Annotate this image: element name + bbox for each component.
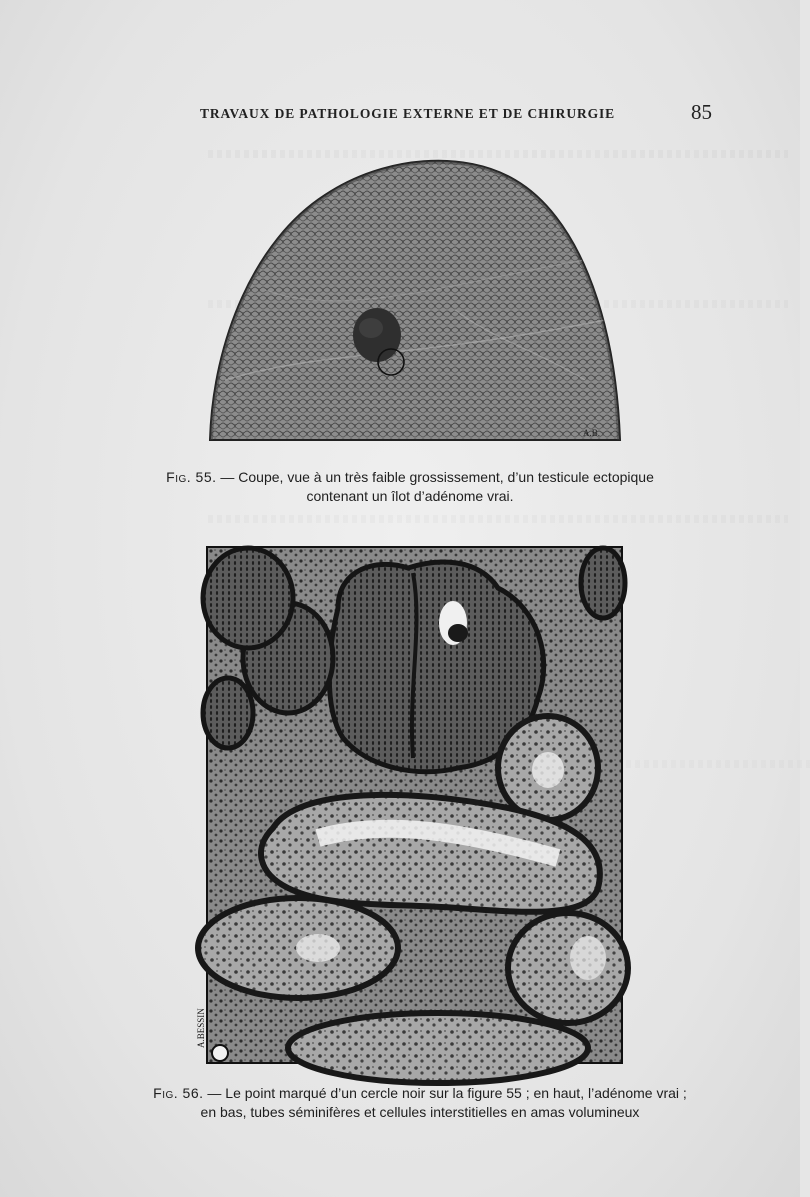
figure-55-caption-line1: — Coupe, vue à un très faible grossissement, d’un testicule ectopique [220, 469, 654, 485]
figure-56-drawing [196, 548, 621, 1062]
figure-56-signature: A.BESSIN [196, 1008, 206, 1048]
figure-55-signature: A.B. [583, 428, 601, 438]
bleed-through-line [208, 515, 788, 523]
figure-55-caption [150, 468, 670, 506]
page-header [200, 100, 720, 130]
figure-56-label: Fig. 56. [153, 1085, 204, 1101]
figure-56-caption-line1: — Le point marqué d’un cercle noir sur la figure 55 ; en haut, l’adénome vrai ; [207, 1085, 687, 1101]
figure-56-illustration [196, 546, 623, 1064]
figure-55-label: Fig. 55. [166, 469, 217, 485]
figure-55-caption-line2: contenant un îlot d’adénome vrai. [306, 488, 514, 504]
figure-56-caption-line2: en bas, tubes séminifères et cellules interstitielles en amas volumineux [200, 1104, 640, 1120]
page-number: 85 [691, 100, 712, 124]
figure-56-caption [120, 1084, 720, 1122]
running-title: TRAVAUX DE PATHOLOGIE EXTERNE ET DE CHIRURGIE [200, 106, 616, 121]
figure-55-illustration [205, 150, 625, 445]
